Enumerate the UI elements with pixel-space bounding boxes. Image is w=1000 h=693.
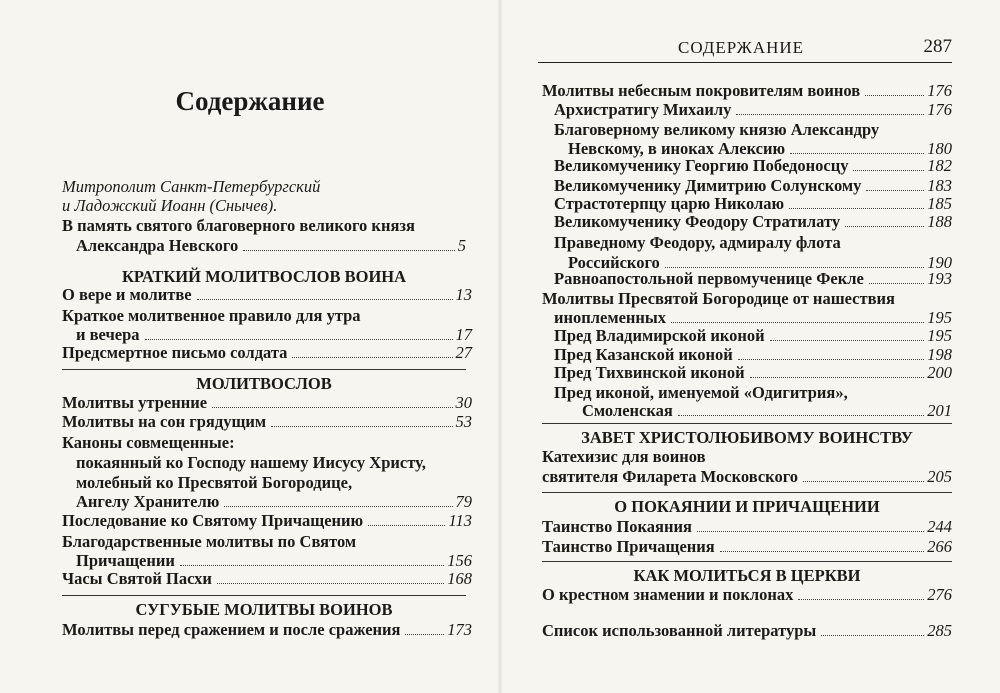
section-heading: МОЛИТВОСЛОВ: [62, 373, 466, 395]
toc-entry[interactable]: Молитвы на сон грядущим 53: [62, 412, 472, 431]
toc-entry[interactable]: Молитвы перед сражением и после сражения 173: [62, 620, 472, 639]
toc-entry[interactable]: Великомученику Феодору Стратилату 188: [554, 212, 952, 231]
section-heading: О ПОКАЯНИИ И ПРИЧАЩЕНИИ: [542, 496, 952, 518]
toc-entry[interactable]: Александра Невского 5: [76, 236, 466, 255]
toc-entry[interactable]: О вере и молитве 13: [62, 285, 472, 304]
section-heading: КАК МОЛИТЬСЯ В ЦЕРКВИ: [542, 565, 952, 587]
page-number: 287: [923, 36, 952, 57]
section-heading: КРАТКИЙ МОЛИТВОСЛОВ ВОИНА: [121, 267, 407, 286]
toc-entry[interactable]: Молитвы Пресвятой Богородице от нашествия: [542, 289, 895, 308]
toc-entry[interactable]: Праведному Феодору, адмиралу флота: [554, 233, 841, 252]
running-title: СОДЕРЖАНИЕ: [678, 38, 805, 57]
toc-entry[interactable]: Молитвы небесным покровителям воинов 176: [542, 81, 952, 100]
toc-entry[interactable]: Молитвы утренние 30: [62, 393, 472, 412]
toc-entry[interactable]: Архистратигу Михаилу 176: [554, 100, 952, 119]
page-title: Содержание: [175, 86, 325, 116]
toc-entry[interactable]: Таинство Причащения 266: [542, 537, 952, 556]
toc-entry[interactable]: иноплеменных 195: [554, 308, 952, 327]
toc-entry[interactable]: Таинство Покаяния 244: [542, 517, 952, 536]
toc-entry[interactable]: Ангелу Хранителю 79: [76, 492, 472, 511]
toc-entry[interactable]: Великомученику Димитрию Солунскому 183: [554, 176, 952, 195]
toc-entry[interactable]: Последование ко Святому Причащению 113: [62, 511, 472, 530]
toc-entry[interactable]: Часы Святой Пасхи 168: [62, 569, 472, 588]
toc-entry[interactable]: Предсмертное письмо солдата 27: [62, 343, 472, 362]
toc-entry[interactable]: Пред Владимирской иконой 195: [554, 326, 952, 345]
toc-entry[interactable]: Равноапостольной первомученице Фекле 193: [554, 269, 952, 288]
toc-entry[interactable]: покаянный ко Господу нашему Иисусу Христу,: [76, 453, 426, 472]
section-heading: ЗАВЕТ ХРИСТОЛЮБИВОМУ ВОИНСТВУ: [542, 427, 952, 449]
toc-entry[interactable]: святителя Филарета Московского 205: [542, 467, 952, 486]
toc-entry[interactable]: Пред Казанской иконой 198: [554, 345, 952, 364]
toc-entry[interactable]: и вечера 17: [76, 325, 472, 344]
toc-entry[interactable]: Катехизис для воинов: [542, 447, 706, 466]
toc-entry[interactable]: Великомученику Георгию Победоносцу 182: [554, 156, 952, 175]
toc-entry[interactable]: Благоверному великому князю Александру: [554, 120, 880, 139]
toc-entry[interactable]: Краткое молитвенное правило для утра: [62, 306, 361, 325]
toc-entry[interactable]: В память святого благоверного великого князя: [62, 216, 415, 235]
toc-entry[interactable]: Невскому, в иноках Алексию 180: [568, 139, 952, 158]
author-line: Митрополит Санкт-Петербургский: [62, 177, 321, 196]
running-header: [538, 38, 952, 63]
section-heading: СУГУБЫЕ МОЛИТВЫ ВОИНОВ: [62, 599, 466, 621]
toc-entry[interactable]: Причащении 156: [76, 551, 472, 570]
toc-entry[interactable]: молебный ко Пресвятой Богородице,: [76, 473, 353, 492]
toc-entry[interactable]: Благодарственные молитвы по Святом: [62, 532, 357, 551]
toc-entry[interactable]: Пред иконой, именуемой «Одигитрия»,: [554, 383, 848, 402]
toc-entry[interactable]: Российского 190: [568, 253, 952, 272]
toc-entry[interactable]: Пред Тихвинской иконой 200: [554, 363, 952, 382]
toc-entry[interactable]: Страстотерпцу царю Николаю 185: [554, 194, 952, 213]
toc-entry[interactable]: Смоленская 201: [582, 401, 952, 420]
toc-entry[interactable]: Каноны совмещенные:: [62, 433, 235, 452]
toc-entry[interactable]: Список использованной литературы 285: [542, 621, 952, 640]
toc-entry[interactable]: О крестном знамении и поклонах 276: [542, 585, 952, 604]
author-line: и Ладожский Иоанн (Снычев).: [62, 196, 278, 215]
right-page: [500, 0, 1000, 693]
